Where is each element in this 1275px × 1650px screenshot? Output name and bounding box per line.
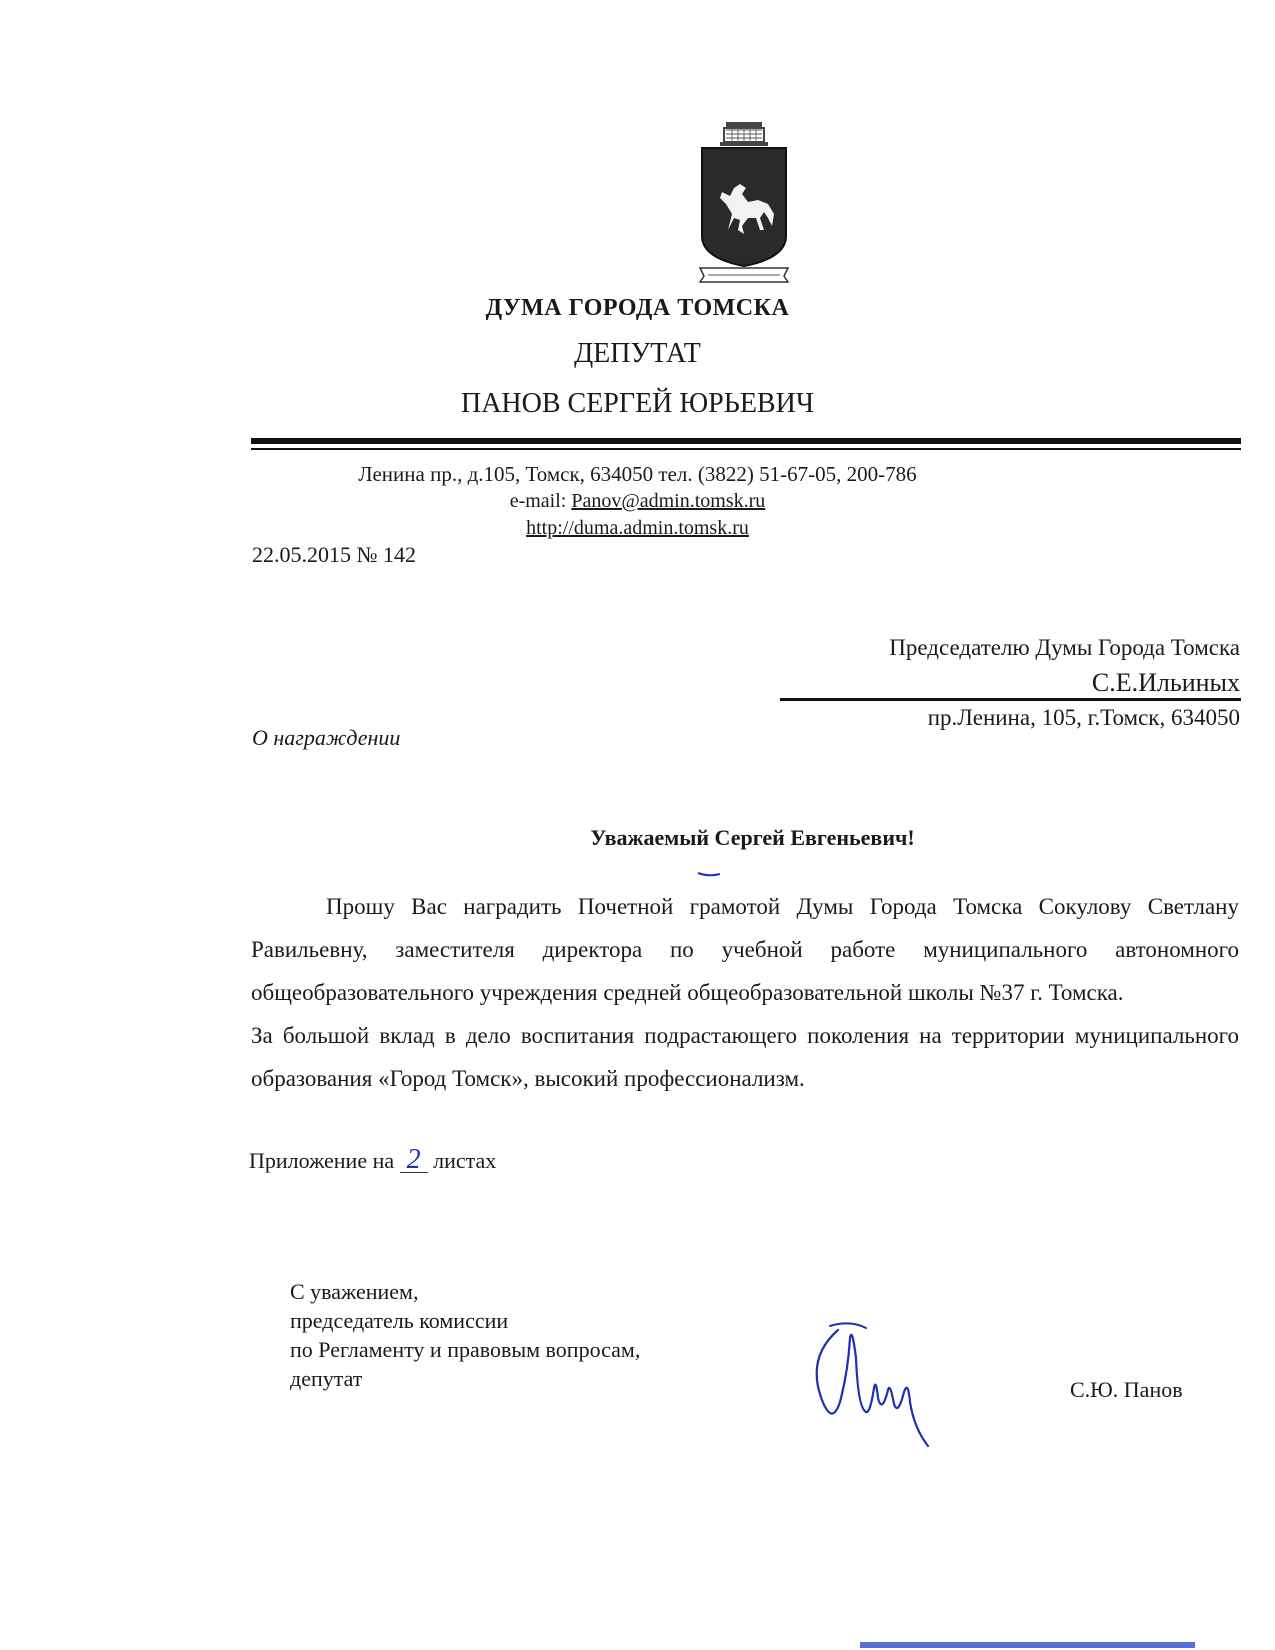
letter-body: [251, 885, 1239, 1100]
bottom-blue-scan-mark: [860, 1642, 1195, 1648]
deputy-name: ПАНОВ СЕРГЕЙ ЮРЬЕВИЧ: [460, 388, 815, 419]
closing-block: [290, 1277, 640, 1393]
contact-address: Ленина пр., д.105, Томск, 634050 тел. (3822) 51-67-05, 200-786: [358, 462, 917, 486]
recipient-address: пр.Ленина, 105, г.Томск, 634050: [927, 705, 1240, 730]
closing-line-4: депутат: [290, 1366, 363, 1391]
handwritten-signature: [810, 1318, 945, 1448]
position-title: ДЕПУТАТ: [574, 338, 701, 369]
body-paragraph-1: Прошу Вас наградить Почетной грамотой Думы Города Томска Сокулову Светлану Равильевну, заместителя директора по учебной работе муниципального автономного общеобразовательного учреждения средней общеобразовательной школы №37 г. Томска.: [251, 894, 1239, 1005]
letter-date: 22.05.2015: [252, 542, 351, 567]
closing-line-2: председатель комиссии: [290, 1308, 509, 1333]
pen-tick-mark-icon: [697, 871, 721, 877]
signer-name: С.Ю. Панов: [1070, 1377, 1183, 1402]
body-paragraph-2: За большой вклад в дело воспитания подрастающего поколения на территории муниципального образования «Город Томск», высокий профессионализм.: [251, 1023, 1239, 1091]
closing-line-3: по Регламенту и правовым вопросам,: [290, 1337, 641, 1362]
annex-count: 2: [400, 1148, 428, 1173]
recipient-title: Председателю Думы Города Томска: [889, 635, 1240, 660]
email-label: e-mail:: [509, 490, 572, 512]
header-rule-thin: [251, 448, 1241, 450]
contact-email-line: [0, 490, 1275, 513]
header-rule-thick: [251, 438, 1241, 444]
number-sign: №: [356, 542, 378, 567]
closing-line-1: С уважением,: [290, 1279, 419, 1304]
tomsk-coat-of-arms-icon: [698, 118, 790, 286]
annex-suffix: листах: [427, 1148, 497, 1173]
registration-line: [252, 542, 416, 568]
letter-number: 142: [383, 542, 416, 567]
website-link[interactable]: http://duma.admin.tomsk.ru: [526, 517, 749, 539]
annex-line: [249, 1144, 497, 1175]
organization-name: ДУМА ГОРОДА ТОМСКА: [485, 295, 790, 321]
email-link[interactable]: Panov@admin.tomsk.ru: [571, 490, 766, 512]
letter-subject: О награждении: [252, 725, 401, 750]
salutation: Уважаемый Сергей Евгеньевич!: [590, 825, 915, 850]
annex-prefix: Приложение на: [249, 1148, 400, 1173]
recipient-name: С.Е.Ильиных: [1091, 668, 1240, 697]
recipient-rule: [780, 698, 1241, 701]
contact-website-line: [0, 517, 1275, 540]
